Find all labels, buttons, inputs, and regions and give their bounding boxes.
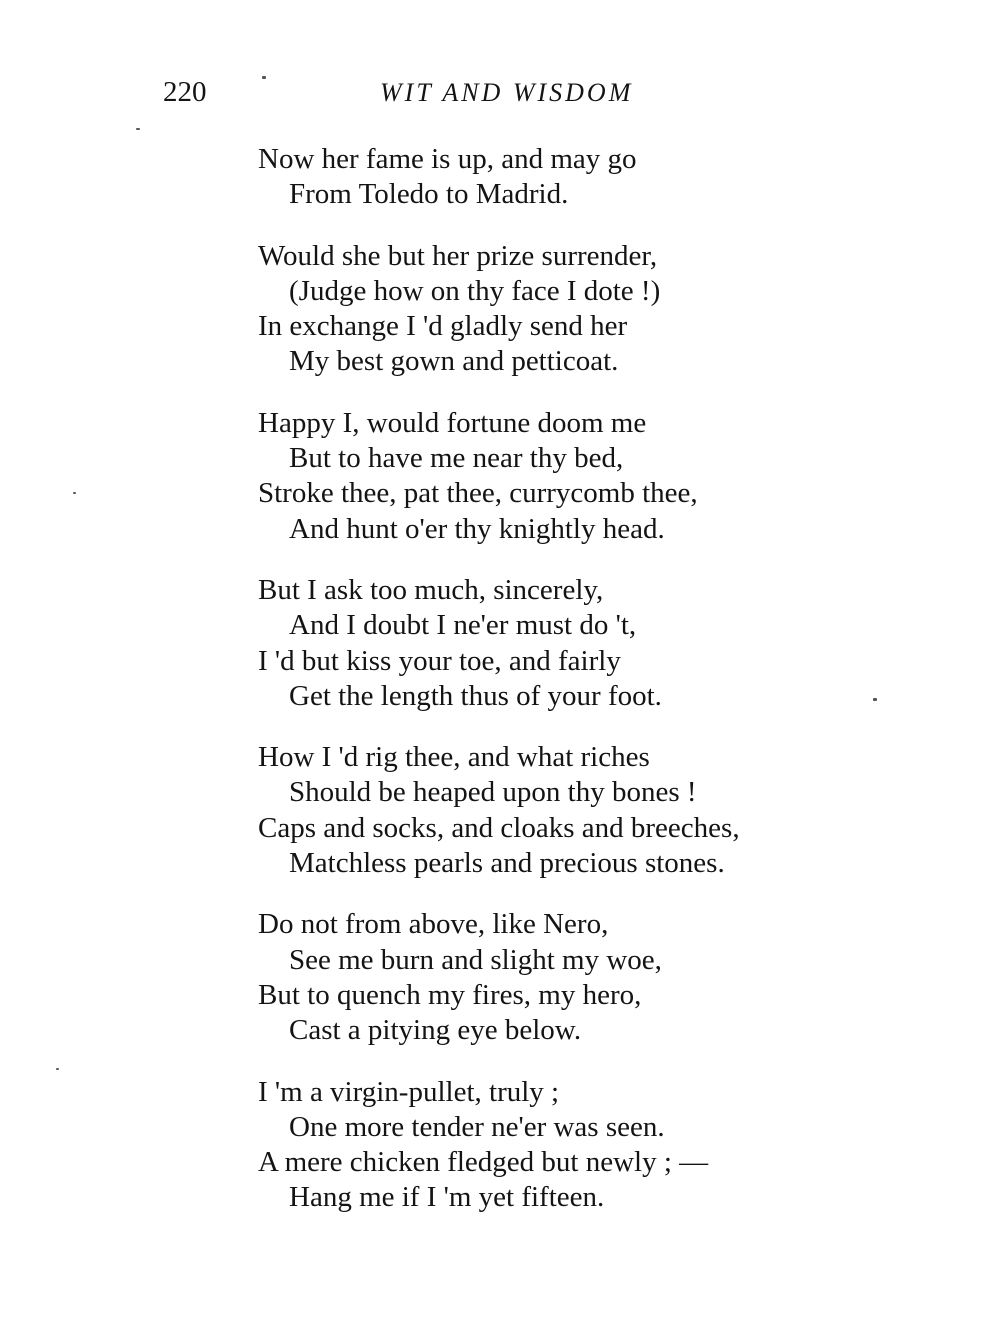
poem-line: But to quench my fires, my hero, [258,978,642,1011]
poem-line: But I ask too much, sincerely, [258,573,604,606]
page-number: 220 [163,76,207,108]
poem-line: (Judge how on thy face I dote !) [289,274,661,307]
poem-line: One more tender ne'er was seen. [289,1110,665,1143]
scan-speck [262,76,266,79]
poem-line: Hang me if I 'm yet fifteen. [289,1181,605,1214]
poem-line: My best gown and petticoat. [289,345,619,378]
scan-speck [56,1068,59,1070]
poem-line: I 'm a virgin-pullet, truly ; [258,1075,560,1108]
poem-line: Cast a pitying eye below. [289,1014,582,1047]
poem-line: Matchless pearls and precious stones. [289,847,725,880]
poem-line: Caps and socks, and cloaks and breeches, [258,811,740,844]
poem-line: Would she but her prize surrender, [258,239,658,272]
scan-speck [73,492,76,494]
stanza [258,239,878,380]
poem-line: And I doubt I ne'er must do 't, [289,609,637,642]
stanza [258,406,878,547]
poem-line: Stroke thee, pat thee, currycomb thee, [258,477,698,510]
stanza [258,1075,878,1216]
poem-line: Now her fame is up, and may go [258,143,637,175]
poem-line: How I 'd rig thee, and what riches [258,741,650,774]
poem-line: From Toledo to Madrid. [289,178,569,211]
running-head: WIT AND WISDOM [380,78,634,107]
stanza [258,740,878,881]
poem-line: Should be heaped upon thy bones ! [289,776,697,809]
poem-line: And hunt o'er thy knightly head. [289,512,665,545]
poem-line: But to have me near thy bed, [289,442,624,475]
poem-line: See me burn and slight my woe, [289,943,662,976]
stanza [258,907,878,1048]
poem-line: Happy I, would fortune doom me [258,406,647,439]
stanza [258,573,878,714]
poem-line: In exchange I 'd gladly send her [258,310,628,343]
poem-line: Get the length thus of your foot. [289,679,662,712]
poem-line: I 'd but kiss your toe, and fairly [258,644,621,677]
scan-speck [873,698,877,701]
scan-speck [136,128,140,130]
poem-line: Do not from above, like Nero, [258,908,609,941]
stanza [258,142,878,213]
poem [258,142,878,1242]
poem-line: A mere chicken fledged but newly ; — [258,1146,709,1179]
